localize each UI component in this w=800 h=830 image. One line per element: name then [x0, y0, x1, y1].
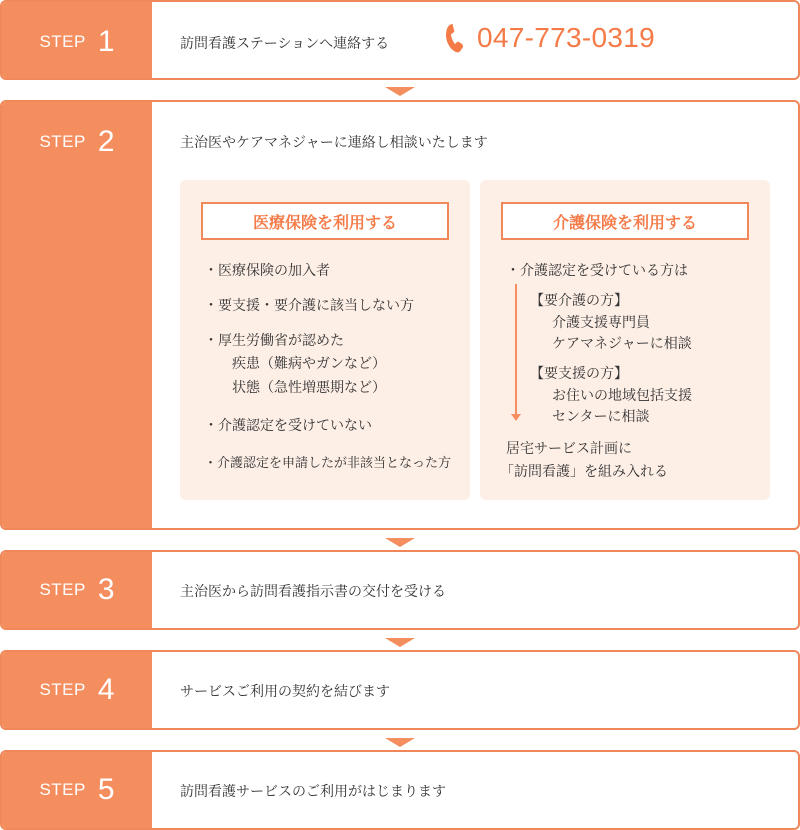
medical-item: ・厚生労働省が認めた [204, 333, 344, 349]
medical-item: ・介護認定を申請したが非該当となった方 [204, 456, 452, 471]
medical-item: 疾患（難病やガンなど） [232, 356, 386, 372]
step-4-box [0, 650, 800, 730]
flow-arrow [385, 638, 415, 647]
step-word: STEP [39, 32, 86, 51]
flow-arrow [385, 738, 415, 747]
step-number: 3 [97, 573, 115, 606]
flow-arrowhead [511, 414, 521, 421]
step-number: 1 [97, 25, 115, 58]
step-5-box [0, 750, 800, 830]
flow-arrow [385, 87, 415, 96]
medical-item: ・介護認定を受けていない [204, 418, 372, 434]
step-2-label [2, 102, 152, 528]
step-5-label [2, 752, 152, 828]
step-3-label [2, 552, 152, 628]
step-number: 5 [97, 773, 115, 806]
flow-arrow [385, 538, 415, 547]
step-1-text: 訪問看護ステーションへ連絡する [180, 36, 390, 52]
needs-care-line: ケアマネジャーに相談 [552, 336, 692, 352]
care-intro: ・介護認定を受けている方は [506, 263, 688, 279]
step-4-label [2, 652, 152, 728]
step-1-label [2, 2, 152, 78]
care-insurance-panel [480, 180, 770, 500]
phone-contact[interactable] [445, 22, 655, 54]
step-word: STEP [39, 680, 86, 699]
step-word: STEP [39, 780, 86, 799]
needs-care-line: 介護支援専門員 [552, 315, 650, 331]
medical-item: ・要支援・要介護に該当しない方 [204, 298, 414, 314]
needs-care-title: 【要介護の方】 [530, 293, 628, 309]
medical-item: 状態（急性増悪期など） [232, 380, 386, 396]
phone-icon [445, 23, 467, 53]
step-4-text: サービスご利用の契約を結びます [180, 684, 390, 700]
step-number: 2 [97, 125, 115, 158]
needs-support-title: 【要支援の方】 [530, 366, 628, 382]
step-5-text: 訪問看護サービスのご利用がはじまります [180, 784, 446, 800]
step-word: STEP [39, 132, 86, 151]
step-2-text: 主治医やケアマネジャーに連絡し相談いたします [180, 135, 488, 151]
medical-insurance-panel [180, 180, 470, 500]
needs-support-line: お住いの地域包括支援 [552, 388, 692, 404]
step-1-box [0, 0, 800, 80]
step-3-box [0, 550, 800, 630]
step-3-text: 主治医から訪問看護指示書の交付を受ける [180, 584, 446, 600]
flow-line [515, 284, 517, 416]
medical-item: ・医療保険の加入者 [204, 263, 330, 279]
step-word: STEP [39, 580, 86, 599]
care-outro-line: 「訪問看護」を組み入れる [500, 464, 668, 480]
step-2-box [0, 100, 800, 530]
phone-number[interactable]: 047-773-0319 [477, 22, 655, 53]
care-outro-line: 居宅サービス計画に [506, 441, 632, 457]
needs-support-line: センターに相談 [552, 409, 650, 425]
care-insurance-title: 介護保険を利用する [501, 202, 749, 240]
step-number: 4 [97, 673, 115, 706]
medical-insurance-title: 医療保険を利用する [201, 202, 449, 240]
